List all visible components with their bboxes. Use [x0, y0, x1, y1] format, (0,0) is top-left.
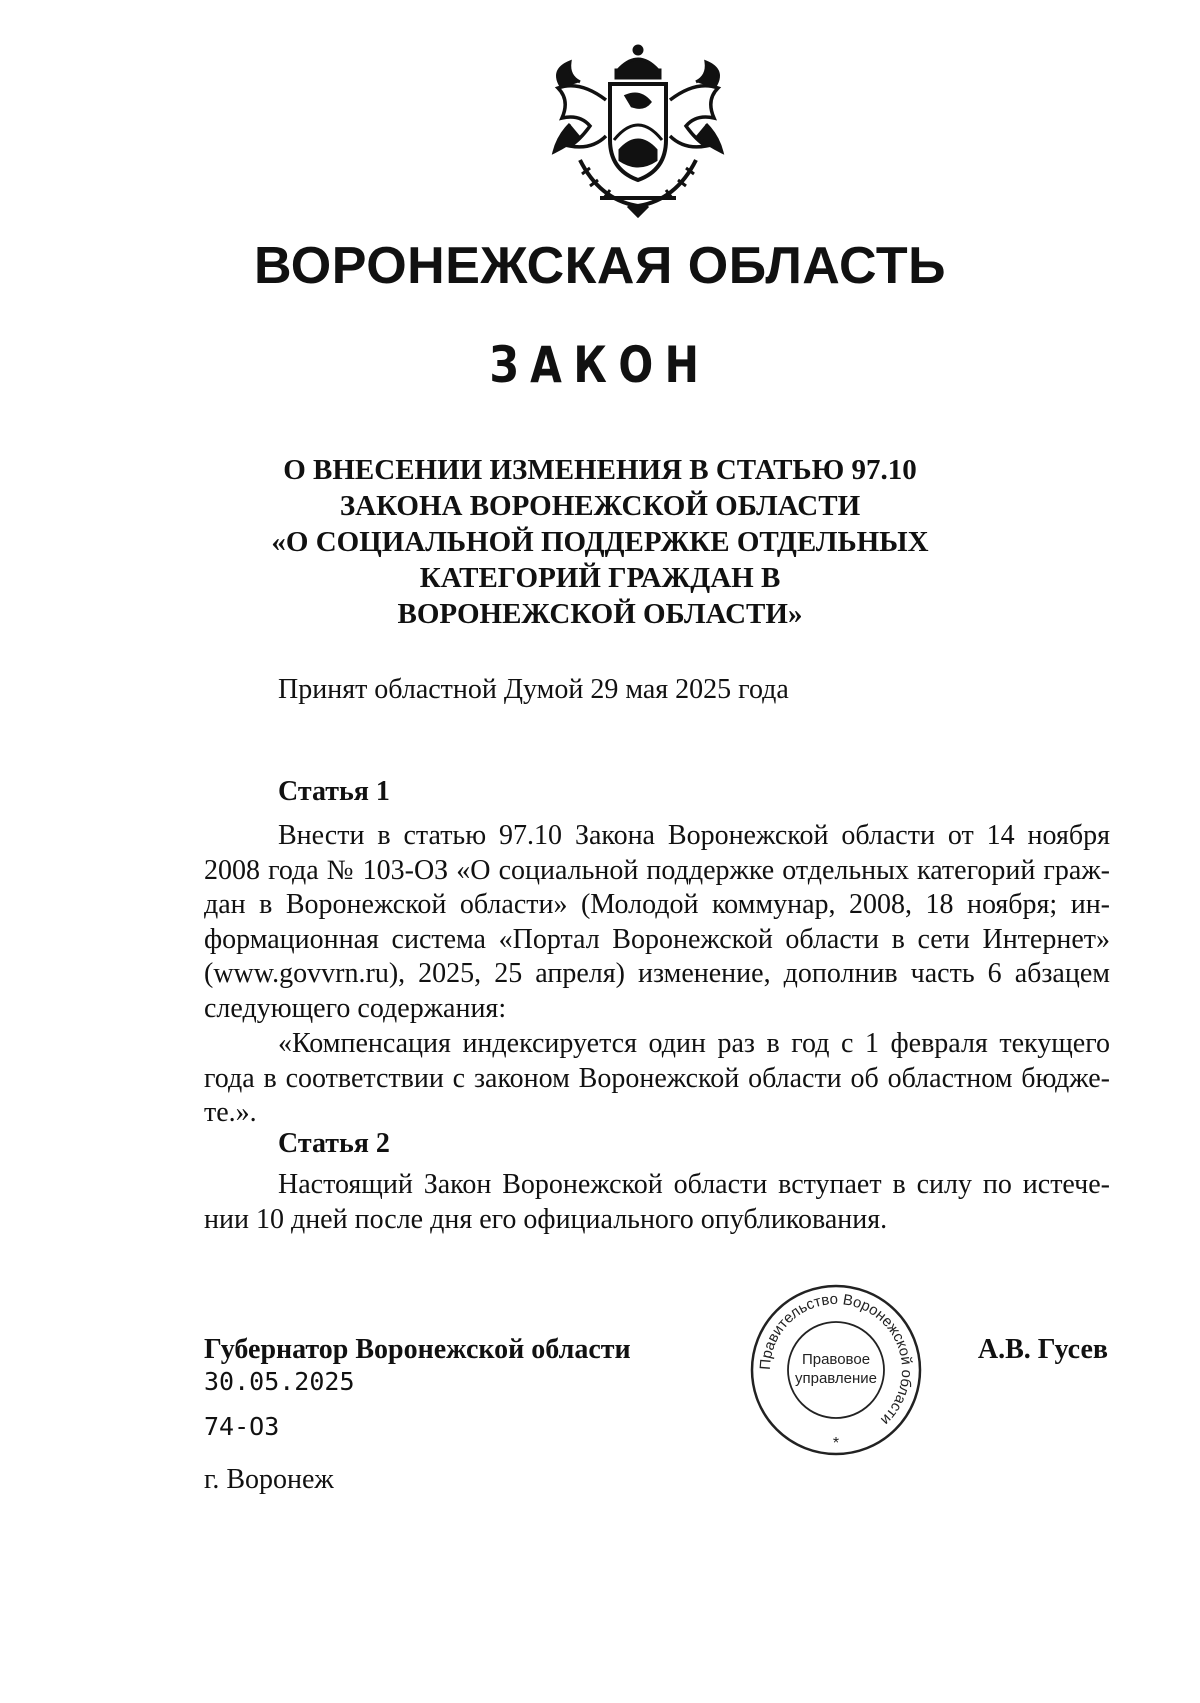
law-title-line: ВОРОНЕЖСКОЙ ОБЛАСТИ» [397, 598, 803, 630]
stamp-star: * [832, 1435, 840, 1452]
text-line: Настоящий Закон Воронежской области вступает в силу по истече- [278, 1169, 1110, 1200]
text-line: года в соответствии с законом Воронежской области об областном бюдже- [204, 1062, 1110, 1094]
signing-city: г. Воронеж [204, 1464, 334, 1495]
article-1-paragraph-2 [204, 1027, 1110, 1131]
law-title-line: «О СОЦИАЛЬНОЙ ПОДДЕРЖКЕ ОТДЕЛЬНЫХ [271, 526, 929, 558]
signing-date: 30.05.2025 [204, 1367, 355, 1396]
law-title-line: О ВНЕСЕНИИ ИЗМЕНЕНИЯ В СТАТЬЮ 97.10 [283, 454, 917, 486]
text-line: следующего содержания: [204, 992, 507, 1024]
adoption-note: Принят областной Думой 29 мая 2025 года [278, 674, 789, 705]
document-type-heading: ЗАКОН [489, 336, 711, 394]
article-2-heading: Статья 2 [278, 1128, 390, 1159]
signer-name: А.В. Гусев [977, 1334, 1108, 1365]
text-line: те.». [204, 1097, 257, 1129]
text-line: формационная система «Портал Воронежской области в сети Интернет» [204, 923, 1110, 955]
article-1-heading: Статья 1 [278, 776, 390, 807]
text-line: (www.govvrn.ru), 2025, 25 апреля) изменение, дополнив часть 6 абзацем [204, 958, 1110, 990]
text-line: нии 10 дней после дня его официального опубликования. [204, 1203, 888, 1235]
official-stamp [748, 1282, 924, 1458]
law-number: 74-ОЗ [204, 1412, 280, 1441]
article-1-paragraph-1 [204, 819, 1110, 1027]
law-title-line: ЗАКОНА ВОРОНЕЖСКОЙ ОБЛАСТИ [339, 490, 861, 522]
signer-position: Губернатор Воронежской области [204, 1334, 631, 1365]
text-line: Внести в статью 97.10 Закона Воронежской области от 14 ноября [278, 820, 1110, 851]
region-heading: ВОРОНЕЖСКАЯ ОБЛАСТЬ [254, 237, 946, 295]
text-line: «Компенсация индексируется один раз в год с 1 февраля текущего [278, 1028, 1110, 1059]
article-2-paragraph-1 [204, 1168, 1110, 1237]
text-line: дан в Воронежской области» (Молодой коммунар, 2008, 18 ноября; ин- [204, 889, 1110, 921]
text-line: 2008 года № 103-ОЗ «О социальной поддержке отдельных категорий граж- [204, 854, 1110, 886]
law-title-line: КАТЕГОРИЙ ГРАЖДАН В [419, 562, 781, 594]
coat-of-arms-emblem [540, 40, 736, 218]
stamp-ring-text: Правительство Воронежской области [756, 1290, 916, 1429]
stamp-center-line-1: Правовое [801, 1351, 871, 1368]
law-title [200, 452, 1000, 632]
stamp-center-line-2: управление [794, 1370, 878, 1387]
